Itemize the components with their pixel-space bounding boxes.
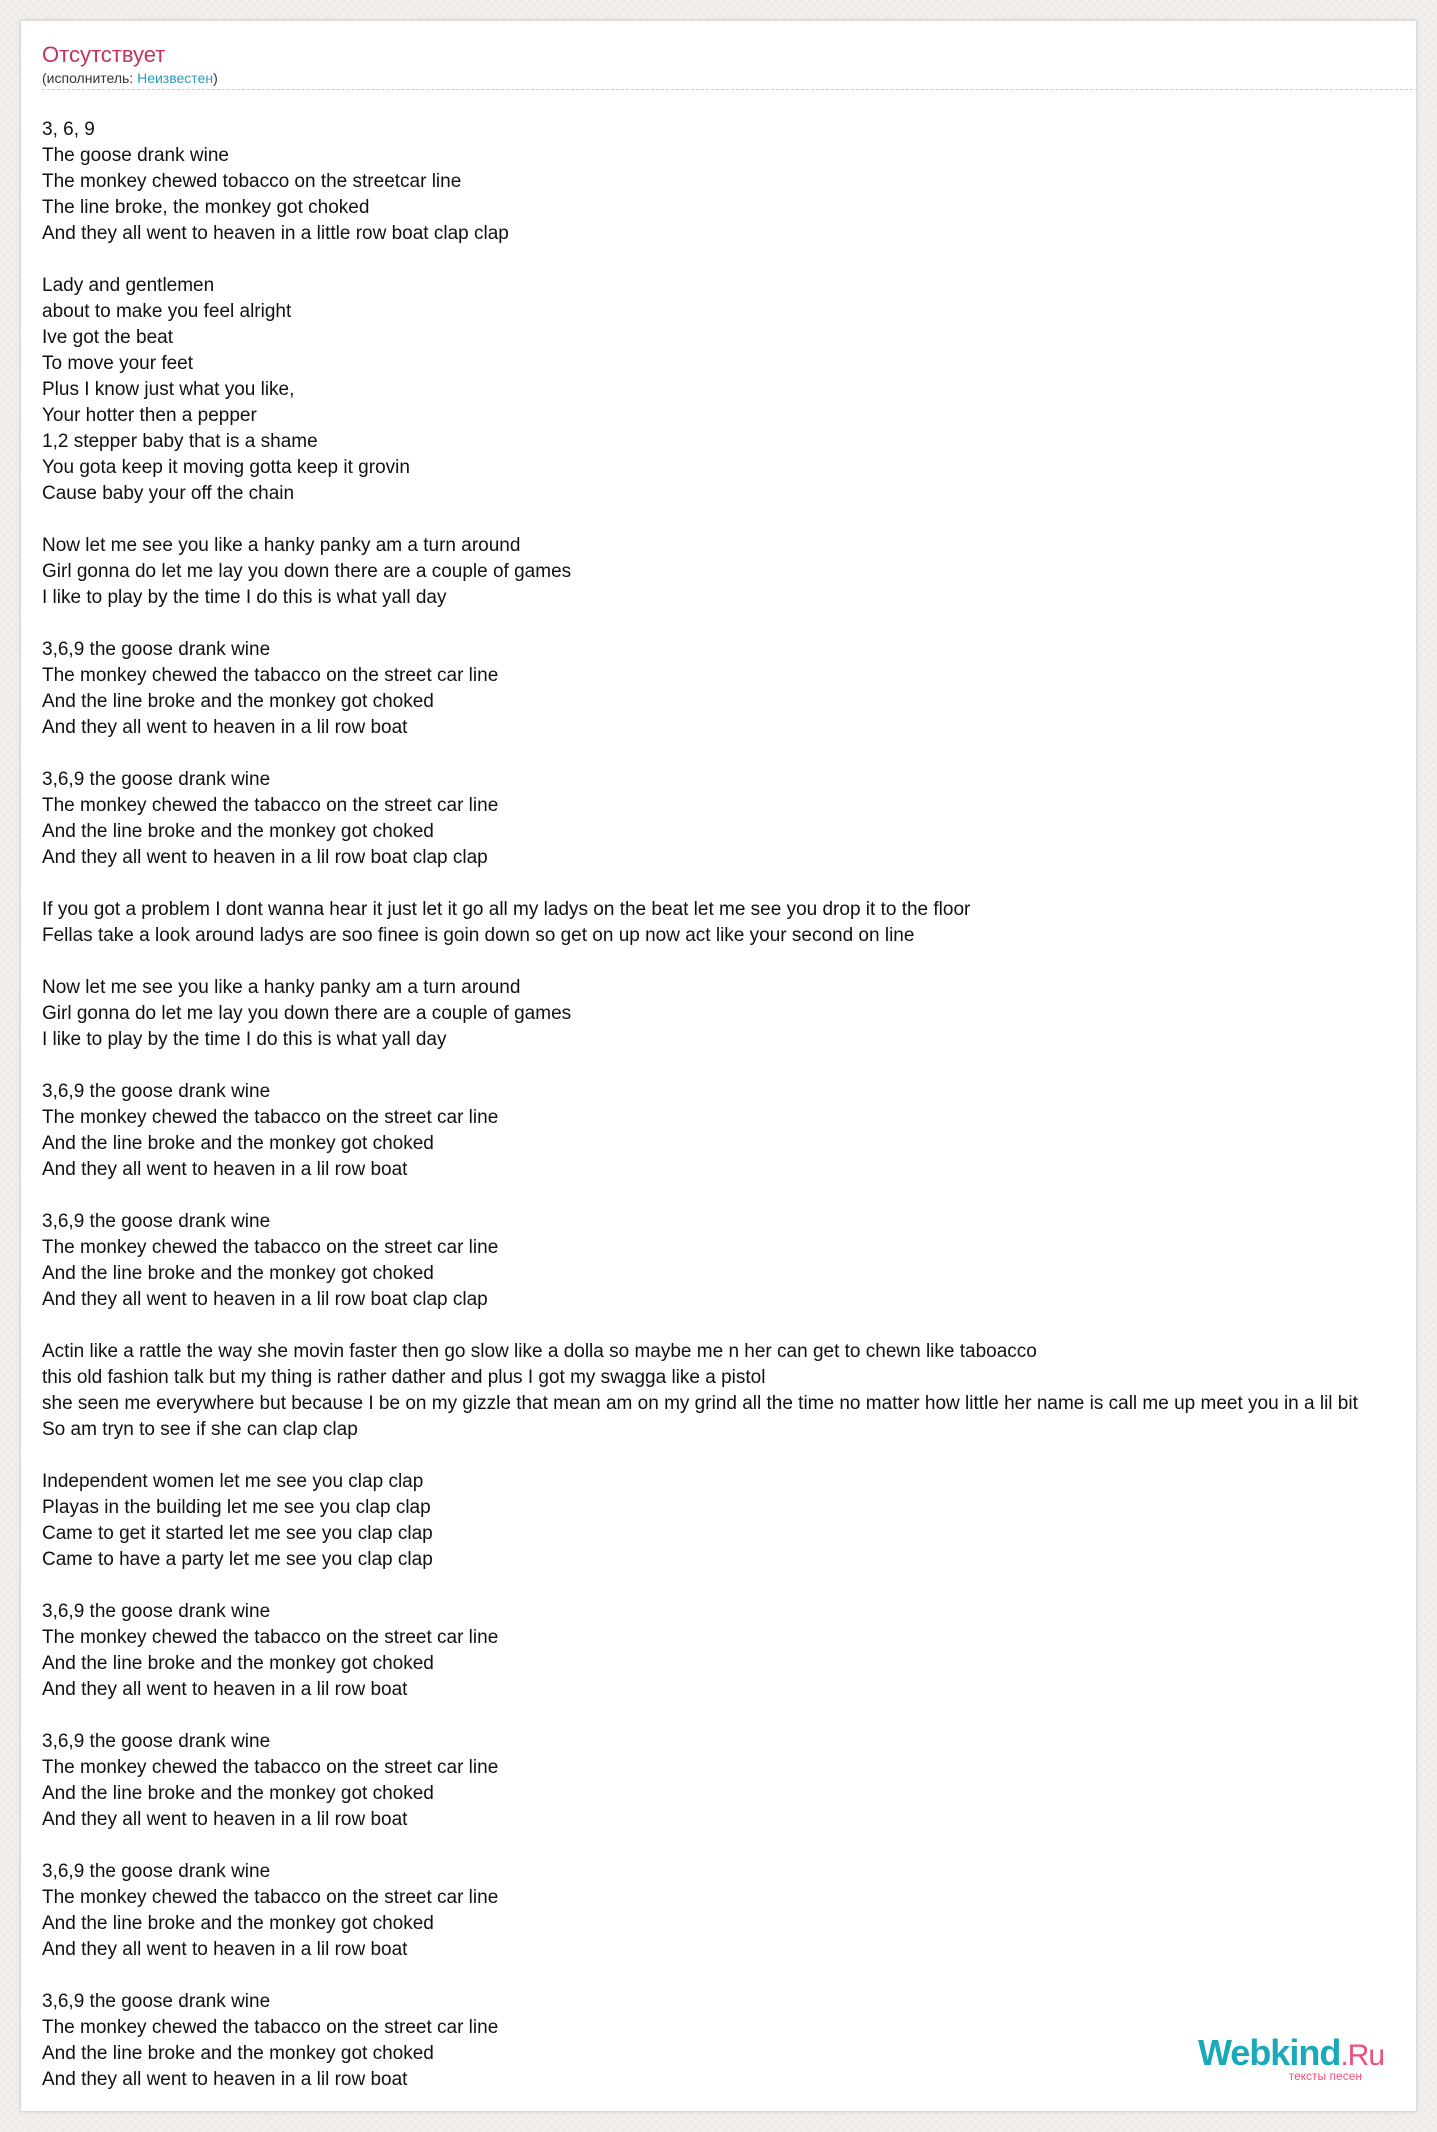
lyric-line: 1,2 stepper baby that is a shame: [42, 431, 318, 452]
lyric-line: The monkey chewed the tabacco on the street car line: [42, 2017, 499, 2038]
stanza-break: [42, 611, 1358, 637]
byline-suffix: ): [213, 70, 218, 86]
lyric-line: And the line broke and the monkey got choked: [42, 1263, 434, 1284]
stanza-break: [42, 741, 1358, 767]
lyric-line: Ive got the beat: [42, 327, 173, 348]
lyric-line: 3,6,9 the goose drank wine: [42, 639, 271, 660]
lyric-line: And they all went to heaven in a lil row boat: [42, 717, 408, 738]
logo-tagline: тексты песен: [1288, 2069, 1362, 2083]
lyric-line: I like to play by the time I do this is what yall day: [42, 587, 447, 608]
lyric-line: And they all went to heaven in a lil row boat: [42, 1159, 408, 1180]
lyric-line: Fellas take a look around ladys are soo finee is goin down so get on up now act like your second on line: [42, 925, 915, 946]
stanza-break: [42, 1443, 1358, 1469]
lyric-line: 3,6,9 the goose drank wine: [42, 1991, 271, 2012]
stanza-break: [42, 871, 1358, 897]
lyric-line: And they all went to heaven in a lil row boat: [42, 1939, 408, 1960]
lyric-line: Came to get it started let me see you clap clap: [42, 1523, 433, 1544]
lyric-line: And they all went to heaven in a lil row boat: [42, 2069, 408, 2090]
lyric-line: she seen me everywhere but because I be on my gizzle that mean am on my grind all the time no matter how little her name is call me up meet you in a lil bit: [42, 1393, 1358, 1414]
lyric-line: And they all went to heaven in a lil row boat: [42, 1809, 408, 1830]
song-title: Отсутствует: [42, 42, 166, 67]
lyric-line: And they all went to heaven in a lil row boat clap clap: [42, 847, 488, 868]
lyric-line: Lady and gentlemen: [42, 275, 215, 296]
lyric-line: 3,6,9 the goose drank wine: [42, 769, 271, 790]
stanza-break: [42, 1573, 1358, 1599]
lyric-line: 3, 6, 9: [42, 119, 95, 140]
lyric-line: And the line broke and the monkey got choked: [42, 1783, 434, 1804]
lyric-line: And they all went to heaven in a lil row boat clap clap: [42, 1289, 488, 1310]
logo-suffix: .Ru: [1340, 2039, 1384, 2072]
lyric-line: And the line broke and the monkey got choked: [42, 1133, 434, 1154]
lyric-line: Now let me see you like a hanky panky am a turn around: [42, 977, 521, 998]
site-logo[interactable]: [1198, 2034, 1384, 2083]
lyric-line: The monkey chewed the tabacco on the street car line: [42, 795, 499, 816]
lyric-line: The goose drank wine: [42, 145, 229, 166]
lyric-line: The monkey chewed the tabacco on the street car line: [42, 1757, 499, 1778]
artist-byline: [42, 69, 1417, 87]
artist-link[interactable]: Неизвестен: [137, 70, 214, 86]
song-header: [42, 41, 1417, 90]
lyrics-card: [20, 20, 1417, 2112]
logo-name: Webkind: [1197, 2032, 1341, 2073]
stanza-break: [42, 247, 1358, 273]
lyric-line: Girl gonna do let me lay you down there are a couple of games: [42, 561, 572, 582]
lyric-line: Now let me see you like a hanky panky am a turn around: [42, 535, 521, 556]
lyric-line: And the line broke and the monkey got choked: [42, 1653, 434, 1674]
lyric-line: Girl gonna do let me lay you down there are a couple of games: [42, 1003, 572, 1024]
lyric-line: To move your feet: [42, 353, 194, 374]
lyric-line: So am tryn to see if she can clap clap: [42, 1419, 358, 1440]
lyric-line: The line broke, the monkey got choked: [42, 197, 370, 218]
lyric-line: And they all went to heaven in a lil row boat: [42, 1679, 408, 1700]
lyric-line: I like to play by the time I do this is what yall day: [42, 1029, 447, 1050]
stanza-break: [42, 507, 1358, 533]
lyric-line: Came to have a party let me see you clap clap: [42, 1549, 433, 1570]
lyric-line: Playas in the building let me see you clap clap: [42, 1497, 431, 1518]
lyric-line: The monkey chewed tobacco on the streetcar line: [42, 171, 462, 192]
stanza-break: [42, 1183, 1358, 1209]
lyrics-body: [42, 117, 1358, 2093]
stanza-break: [42, 1963, 1358, 1989]
lyric-line: 3,6,9 the goose drank wine: [42, 1081, 271, 1102]
stanza-break: [42, 1833, 1358, 1859]
lyric-line: And the line broke and the monkey got choked: [42, 2043, 434, 2064]
stanza-break: [42, 1313, 1358, 1339]
lyric-line: The monkey chewed the tabacco on the street car line: [42, 1627, 499, 1648]
stanza-break: [42, 949, 1358, 975]
lyric-line: And the line broke and the monkey got choked: [42, 1913, 434, 1934]
stanza-break: [42, 1053, 1358, 1079]
lyric-line: 3,6,9 the goose drank wine: [42, 1211, 271, 1232]
stanza-break: [42, 1703, 1358, 1729]
lyric-line: And the line broke and the monkey got choked: [42, 691, 434, 712]
lyric-line: Your hotter then a pepper: [42, 405, 257, 426]
byline-prefix: (исполнитель:: [42, 70, 138, 86]
lyric-line: And they all went to heaven in a little row boat clap clap: [42, 223, 509, 244]
lyric-line: You gota keep it moving gotta keep it grovin: [42, 457, 410, 478]
lyric-line: Actin like a rattle the way she movin faster then go slow like a dolla so maybe me n her can get to chewn like taboacco: [42, 1341, 1037, 1362]
lyric-line: If you got a problem I dont wanna hear it just let it go all my ladys on the beat let me see you drop it to the floor: [42, 899, 971, 920]
lyric-line: Plus I know just what you like,: [42, 379, 295, 400]
lyric-line: this old fashion talk but my thing is rather dather and plus I got my swagga like a pistol: [42, 1367, 766, 1388]
lyric-line: about to make you feel alright: [42, 301, 292, 322]
lyric-line: The monkey chewed the tabacco on the street car line: [42, 1107, 499, 1128]
lyric-line: Independent women let me see you clap clap: [42, 1471, 424, 1492]
lyric-line: And the line broke and the monkey got choked: [42, 821, 434, 842]
lyric-line: The monkey chewed the tabacco on the street car line: [42, 1237, 499, 1258]
lyric-line: 3,6,9 the goose drank wine: [42, 1601, 271, 1622]
lyric-line: Cause baby your off the chain: [42, 483, 295, 504]
lyric-line: The monkey chewed the tabacco on the street car line: [42, 665, 499, 686]
lyric-line: The monkey chewed the tabacco on the street car line: [42, 1887, 499, 1908]
lyric-line: 3,6,9 the goose drank wine: [42, 1731, 271, 1752]
lyric-line: 3,6,9 the goose drank wine: [42, 1861, 271, 1882]
